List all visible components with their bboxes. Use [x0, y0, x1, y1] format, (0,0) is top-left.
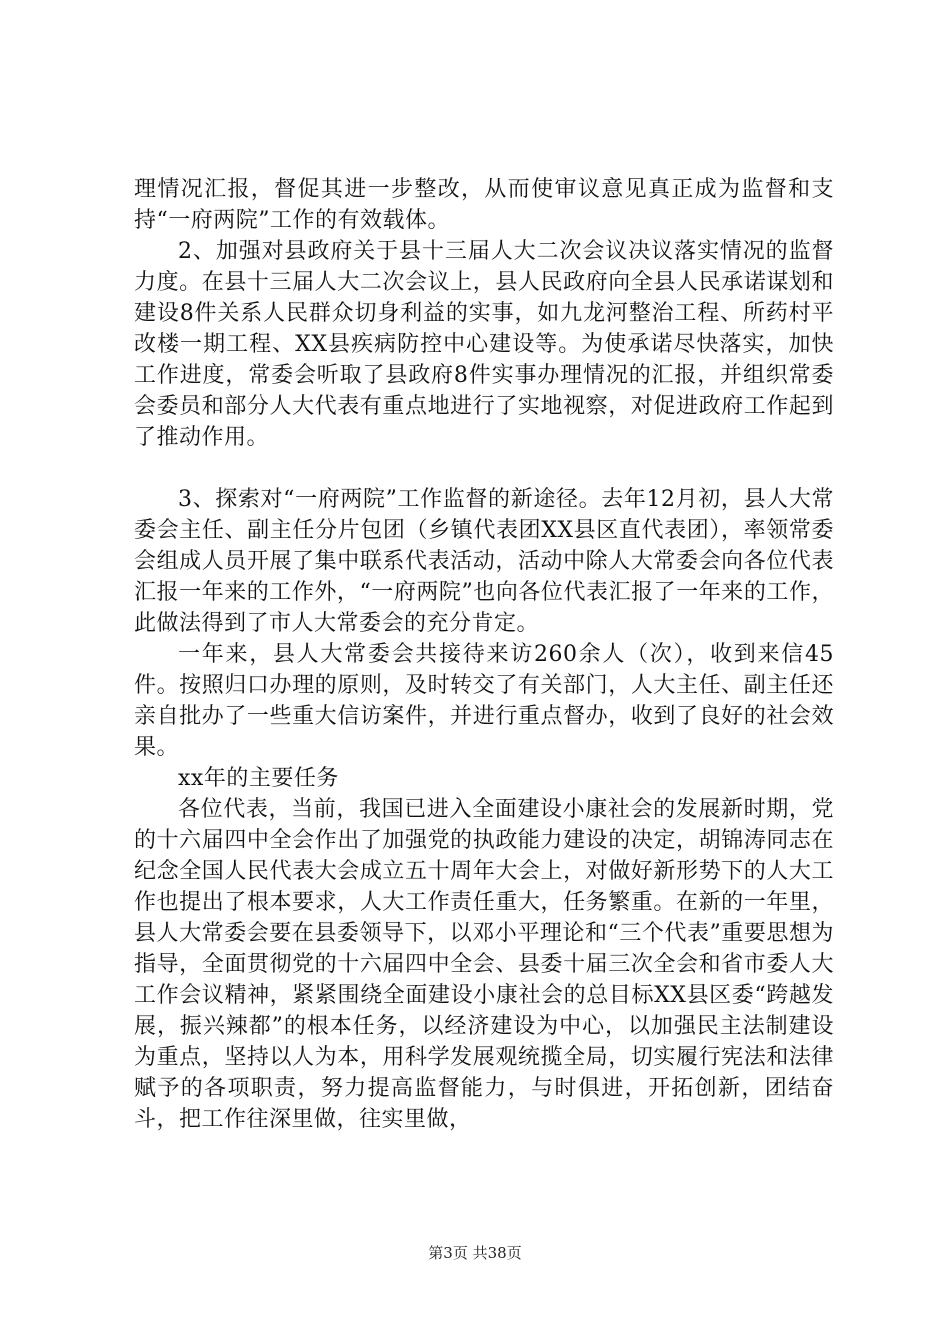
paragraph-item-2: 2、加强对县政府关于县十三届人大二次会议决议落实情况的监督力度。在县十三届人大二次会议上，县人民政府向全县人民承诺谋划和建设8件关系人民群众切身利益的实事，如九龙河整治工程、所药村平改楼一期工程、XX县疾病防控中心建设等。为使承诺尽快落实，加快工作进度，常委会听取了县政府8件实事办理情况的汇报，并组织常委会委员和部分人大代表有重点地进行了实地视察，对促进政府工作起到了推动作用。 [134, 239, 834, 450]
paragraph-main-tasks: 各位代表，当前，我国已进入全面建设小康社会的发展新时期，党的十六届四中全会作出了加强党的执政能力建设的决定，胡锦涛同志在纪念全国人民代表大会成立五十周年大会上，对做好新形势下的人大工作也提出了根本要求，人大工作责任重大，任务繁重。在新的一年里，县人大常委会要在县委领导下，以邓小平理论和“三个代表”重要思想为指导，全面贯彻党的十六届四中全会、县委十届三次全会和省市委人大工作会议精神，紧紧围绕全面建设小康社会的总目标XX县区委“跨越发展，振兴辣都”的根本任务，以经济建设为中心，以加强民主法制建设为重点，坚持以人为本，用科学发展观统揽全局，切实履行宪法和法律赋予的各项职责，努力提高监督能力，与时俱进，开拓创新，团结奋斗，把工作往深里做，往实里做， [134, 797, 834, 1132]
page-number-footer: 第3页 共38页 [428, 1244, 522, 1262]
paragraph-continuation: 理情况汇报，督促其进一步整改，从而使审议意见真正成为监督和支持“一府两院”工作的有效载体。 [134, 177, 834, 233]
document-body [134, 174, 834, 1135]
paragraph-letters-visits: 一年来，县人大常委会共接待来访260余人（次），收到来信45件。按照归口办理的原则，及时转交了有关部门，人大主任、副主任还亲自批办了一些重大信访案件，并进行重点督办，收到了良好的社会效果。 [134, 642, 834, 760]
paragraph-item-3: 3、探索对“一府两院”工作监督的新途径。去年12月初，县人大常委会主任、副主任分片包团（乡镇代表团XX县区直代表团），率领常委会组成人员开展了集中联系代表活动，活动中除人大常委会向各位代表汇报一年来的工作外，“一府两院”也向各位代表汇报了一年来的工作，此做法得到了市人大常委会的充分肯定。 [134, 487, 834, 636]
section-heading: xx年的主要任务 [178, 766, 339, 791]
